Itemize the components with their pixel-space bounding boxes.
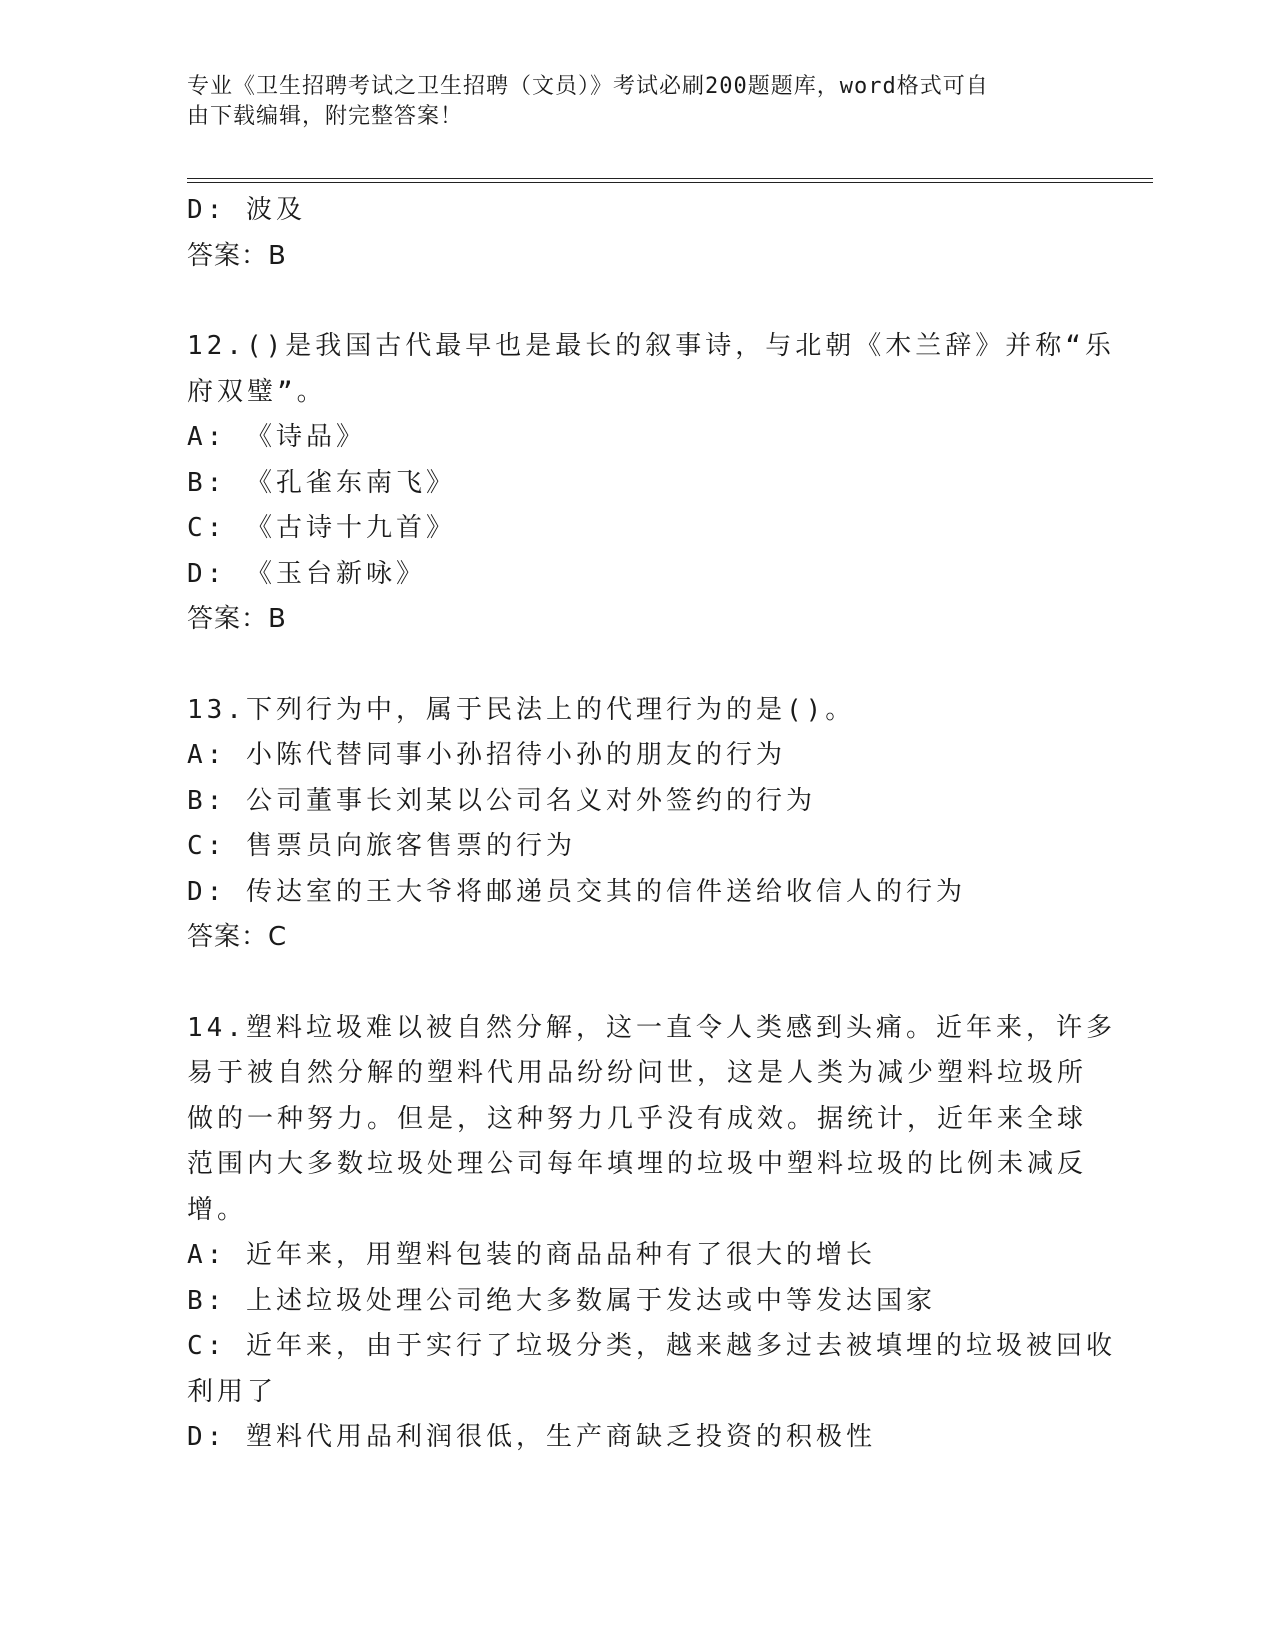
question-stem: 13.下列行为中，属于民法上的代理行为的是()。 — [187, 694, 856, 725]
option-c: C: 售票员向旅客售票的行为 — [187, 831, 576, 861]
answer-label: 答案：B — [187, 240, 287, 271]
question-stem: 14.塑料垃圾难以被自然分解，这一直令人类感到头痛。近年来，许多 — [187, 1012, 1116, 1043]
question-stem: 府双璧”。 — [187, 376, 327, 407]
header-title-line-2: 由下载编辑，附完整答案！ — [187, 104, 464, 129]
header-divider — [187, 178, 1153, 183]
page-header — [187, 72, 1067, 132]
question-11-fragment — [187, 188, 1087, 279]
answer-label: 答案：C — [187, 922, 288, 952]
question-13 — [187, 688, 1087, 961]
option-b: B: 公司董事长刘某以公司名义对外签约的行为 — [187, 785, 816, 816]
option-c-continued: 利用了 — [187, 1376, 278, 1407]
option-d: D: 波及 — [187, 195, 306, 225]
question-stem: 12.()是我国古代最早也是最长的叙事诗，与北朝《木兰辞》并称“乐 — [187, 331, 1115, 361]
spacer — [187, 279, 1087, 324]
question-14 — [187, 1006, 1116, 1461]
question-stem: 做的一种努力。但是，这种努力几乎没有成效。据统计，近年来全球 — [187, 1103, 1088, 1134]
question-stem: 易于被自然分解的塑料代用品纷纷问世，这是人类为减少塑料垃圾所 — [187, 1058, 1088, 1088]
option-d: D: 传达室的王大爷将邮递员交其的信件送给收信人的行为 — [187, 876, 966, 907]
answer-label: 答案：B — [187, 604, 287, 634]
option-a: A: 小陈代替同事小孙招待小孙的朋友的行为 — [187, 740, 786, 770]
header-title-line-1: 专业《卫生招聘考试之卫生招聘（文员）》考试必刷200题题库，word格式可自 — [187, 74, 989, 99]
option-c: C: 近年来，由于实行了垃圾分类，越来越多过去被填埋的垃圾被回收 — [187, 1331, 1116, 1361]
option-a: A: 《诗品》 — [187, 422, 366, 452]
question-content — [187, 188, 1116, 1461]
spacer — [187, 643, 1087, 688]
spacer — [187, 961, 1087, 1006]
question-stem: 增。 — [187, 1194, 248, 1225]
option-d: D: 《玉台新咏》 — [187, 558, 426, 589]
option-b: B: 《孔雀东南飞》 — [187, 467, 456, 498]
option-a: A: 近年来，用塑料包装的商品品种有了很大的增长 — [187, 1240, 876, 1270]
option-d: D: 塑料代用品利润很低，生产商缺乏投资的积极性 — [187, 1422, 876, 1452]
option-c: C: 《古诗十九首》 — [187, 513, 456, 543]
question-stem: 范围内大多数垃圾处理公司每年填埋的垃圾中塑料垃圾的比例未减反 — [187, 1149, 1088, 1179]
question-12 — [187, 324, 1115, 643]
option-b: B: 上述垃圾处理公司绝大多数属于发达或中等发达国家 — [187, 1285, 936, 1316]
